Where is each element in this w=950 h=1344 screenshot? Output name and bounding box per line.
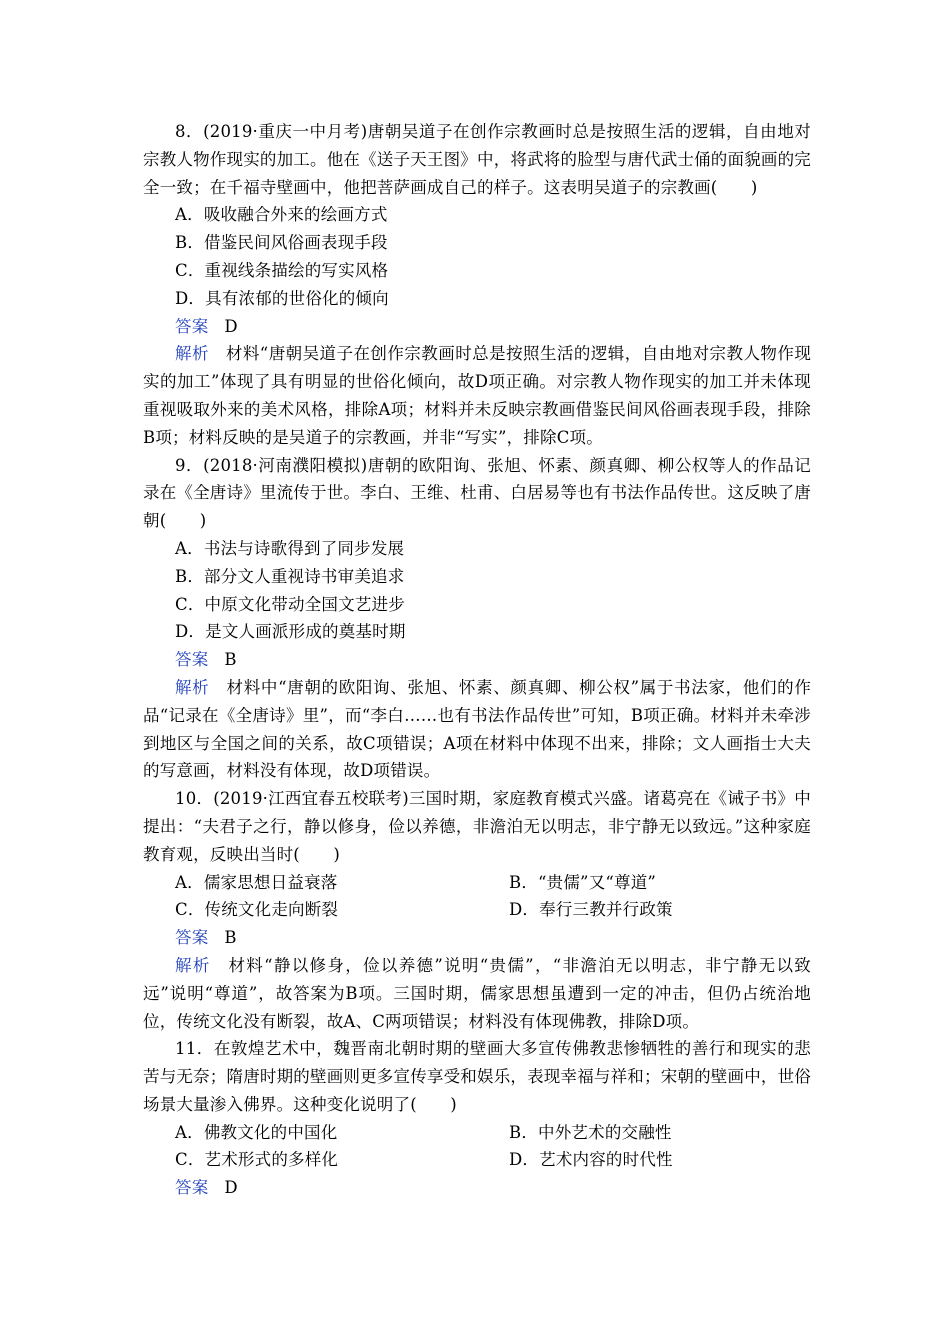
q8-stem: 8．(2019·重庆一中月考)唐朝吴道子在创作宗教画时总是按照生活的逻辑，自由地对宗教人物作现实的加工。他在《送子天王图》中，将武将的脸型与唐代武士俑的面貌画的完全一致；在千福寺壁画中，他把菩萨画成自己的样子。这表明吴道子的宗教画( ) [143, 122, 811, 197]
q8-option-a: A．吸收融合外来的绘画方式 [175, 205, 388, 225]
q10-analysis-text: 材料“静以修身，俭以养德”说明“贵儒”，“非澹泊无以明志，非宁静无以致远”说明“尊道”，故答案为B项。三国时期，儒家思想虽遭到一定的冲击，但仍占统治地位，传统文化没有断裂，故A、C两项错误；材料没有体现佛教，排除D项。 [143, 955, 811, 1031]
q11-option-c: C．艺术形式的多样化 [175, 1150, 339, 1170]
q10-option-c: C．传统文化走向断裂 [175, 900, 339, 920]
q8-answer [143, 313, 811, 341]
q11-option-a: A．佛教文化的中国化 [175, 1122, 338, 1142]
q9-analysis-text: 材料中“唐朝的欧阳询、张旭、怀素、颜真卿、柳公权”属于书法家，他们的作品“记录在《全唐诗》里”，而“李白……也有书法作品传世”可知，B项正确。材料并未牵涉到地区与全国之间的关系，故C项错误；A项在材料中体现不出来，排除；文人画指士大夫的写意画，材料没有体现，故D项错误。 [143, 677, 812, 781]
q9-analysis-label: 解析 [175, 677, 210, 697]
q9-option-a: A．书法与诗歌得到了同步发展 [175, 538, 405, 558]
q11-answer-value: D [224, 1178, 238, 1198]
q11-stem: 11．在敦煌艺术中，魏晋南北朝时期的壁画大多宣传佛教悲惨牺牲的善行和现实的悲苦与无奈；隋唐时期的壁画则更多宣传享受和娱乐，表现幸福与祥和；宋朝的壁画中，世俗场景大量渗入佛界。这种变化说明了( ) [143, 1039, 811, 1114]
q8-analysis-text: 材料“唐朝吴道子在创作宗教画时总是按照生活的逻辑，自由地对宗教人物作现实的加工”体现了具有明显的世俗化倾向，故D项正确。对宗教人物作现实的加工并未体现重视吸取外来的美术风格，排除A项；材料并未反映宗教画借鉴民间风俗画表现手段，排除B项；材料反映的是吴道子的宗教画，并非“写实”，排除C项。 [143, 344, 812, 447]
q9-analysis [143, 674, 811, 785]
q10-options-row-2 [143, 896, 811, 924]
q11-option-b: B．中外艺术的交融性 [509, 1122, 672, 1142]
q11-option-d: D．艺术内容的时代性 [509, 1150, 673, 1170]
q10-analysis [143, 952, 811, 1035]
q10-answer-value: B [224, 928, 237, 948]
q10-option-b: B．“贵儒”又“尊道” [509, 872, 657, 892]
q9-option-c: C．中原文化带动全国文艺进步 [175, 594, 405, 614]
q11-answer-label: 答案 [175, 1178, 209, 1198]
q8-option-d: D．具有浓郁的世俗化的倾向 [175, 288, 389, 308]
q9-answer [143, 646, 811, 674]
q10-answer [143, 924, 811, 952]
q11-options-row-2 [143, 1146, 811, 1174]
q10-options-row-1 [143, 869, 811, 897]
q9-stem: 9．(2018·河南濮阳模拟)唐朝的欧阳询、张旭、怀素、颜真卿、柳公权等人的作品记录在《全唐诗》里流传于世。李白、王维、杜甫、白居易等也有书法作品传世。这反映了唐朝( ) [143, 455, 811, 531]
q10-option-a: A．儒家思想日益衰落 [175, 872, 338, 892]
q8-option-c: C．重视线条描绘的写实风格 [175, 260, 389, 280]
q10-option-d: D．奉行三教并行政策 [509, 900, 673, 920]
q10-stem: 10．(2019·江西宜春五校联考)三国时期，家庭教育模式兴盛。诸葛亮在《诫子书》中提出：“夫君子之行，静以修身，俭以养德，非澹泊无以明志，非宁静无以致远。”这种家庭教育观，反映出当时( ) [143, 789, 811, 864]
q10-analysis-label: 解析 [175, 955, 211, 975]
q11-answer [143, 1174, 811, 1202]
q8-analysis-label: 解析 [175, 344, 209, 364]
q8-analysis [143, 340, 811, 451]
q10-answer-label: 答案 [175, 928, 209, 948]
q8-option-b: B．借鉴民间风俗画表现手段 [175, 233, 388, 253]
q9-option-b: B．部分文人重视诗书审美追求 [175, 566, 405, 586]
q8-answer-value: D [224, 316, 238, 336]
q8-answer-label: 答案 [175, 316, 209, 336]
q9-answer-value: B [224, 650, 237, 670]
q11-options-row-1 [143, 1119, 811, 1147]
q9-option-d: D．是文人画派形成的奠基时期 [175, 622, 406, 642]
q9-answer-label: 答案 [175, 650, 209, 670]
question-page [143, 118, 811, 1202]
